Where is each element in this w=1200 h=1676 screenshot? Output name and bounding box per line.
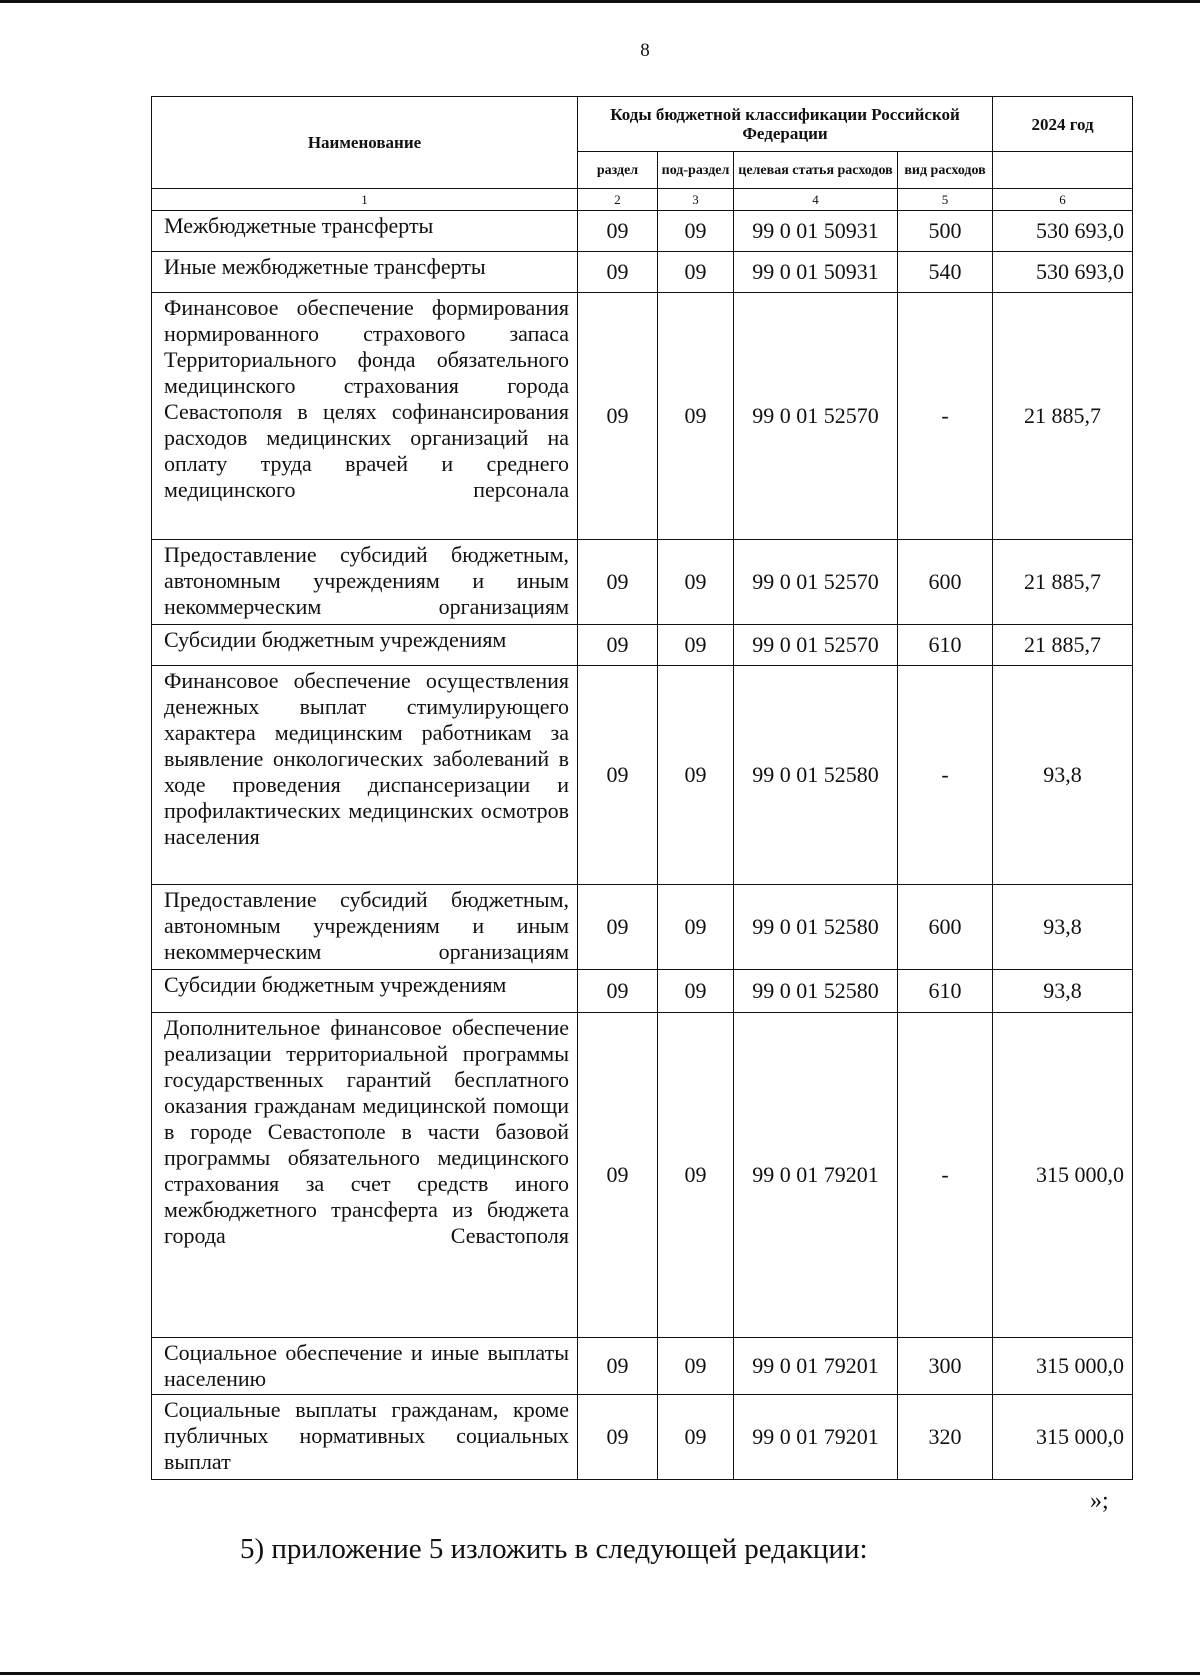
row-type: 600 bbox=[898, 885, 993, 970]
table-row bbox=[152, 252, 1133, 293]
table-row bbox=[152, 1395, 1133, 1480]
row-target: 99 0 01 52570 bbox=[734, 293, 898, 540]
row-type: 320 bbox=[898, 1395, 993, 1480]
budget-table bbox=[151, 96, 1133, 1480]
row-subsection: 09 bbox=[658, 1338, 734, 1395]
row-target: 99 0 01 50931 bbox=[734, 211, 898, 252]
col-number: 6 bbox=[993, 189, 1133, 211]
row-type: 610 bbox=[898, 625, 993, 666]
header-year: 2024 год bbox=[993, 97, 1133, 152]
col-number: 4 bbox=[734, 189, 898, 211]
amendment-paragraph: 5) приложение 5 изложить в следующей редакции: bbox=[240, 1533, 868, 1565]
page-number: 8 bbox=[640, 40, 650, 61]
row-section: 09 bbox=[578, 1013, 658, 1338]
row-subsection: 09 bbox=[658, 252, 734, 293]
header-target-article: целевая статья расходов bbox=[734, 152, 898, 189]
row-amount: 93,8 bbox=[993, 666, 1133, 885]
row-name: Межбюджетные трансферты bbox=[152, 211, 578, 252]
row-name: Дополнительное финансовое обеспечение реализации территориальной программы государственных гарантий бесплатного оказания гражданам медицинской помощи в городе Севастополе в части базовой программы обязательного медицинского страхования за счет средств иного межбюджетного трансферта из бюджета города Севастополя bbox=[152, 1013, 578, 1338]
row-section: 09 bbox=[578, 252, 658, 293]
row-subsection: 09 bbox=[658, 293, 734, 540]
row-amount: 530 693,0 bbox=[993, 211, 1133, 252]
row-subsection: 09 bbox=[658, 885, 734, 970]
row-amount: 21 885,7 bbox=[993, 540, 1133, 625]
table-row bbox=[152, 625, 1133, 666]
row-name: Финансовое обеспечение формирования нормированного страхового запаса Территориального фонда обязательного медицинского страхования города Севастополя в целях софинансирования расходов медицинских организаций на оплату труда врачей и среднего медицинского персонала bbox=[152, 293, 578, 540]
row-section: 09 bbox=[578, 540, 658, 625]
table-row bbox=[152, 970, 1133, 1013]
col-number: 2 bbox=[578, 189, 658, 211]
table-row bbox=[152, 885, 1133, 970]
row-subsection: 09 bbox=[658, 540, 734, 625]
row-target: 99 0 01 52580 bbox=[734, 885, 898, 970]
scan-top-edge bbox=[0, 0, 1200, 3]
table-row bbox=[152, 540, 1133, 625]
row-amount: 93,8 bbox=[993, 885, 1133, 970]
row-section: 09 bbox=[578, 293, 658, 540]
row-name: Финансовое обеспечение осуществления денежных выплат стимулирующего характера медицинским работникам за выявление онкологических заболеваний в ходе проведения диспансеризации и профилактических медицинских осмотров населения bbox=[152, 666, 578, 885]
row-section: 09 bbox=[578, 1338, 658, 1395]
table-row bbox=[152, 211, 1133, 252]
row-type: - bbox=[898, 1013, 993, 1338]
row-type: 610 bbox=[898, 970, 993, 1013]
header-codes-group: Коды бюджетной классификации Российской Федерации bbox=[578, 97, 993, 152]
row-subsection: 09 bbox=[658, 1013, 734, 1338]
row-amount: 21 885,7 bbox=[993, 293, 1133, 540]
row-amount: 315 000,0 bbox=[993, 1338, 1133, 1395]
row-amount: 93,8 bbox=[993, 970, 1133, 1013]
scan-bottom-edge bbox=[0, 1672, 1200, 1675]
header-section: раздел bbox=[578, 152, 658, 189]
row-amount: 315 000,0 bbox=[993, 1013, 1133, 1338]
col-number: 1 bbox=[152, 189, 578, 211]
row-target: 99 0 01 79201 bbox=[734, 1395, 898, 1480]
row-name: Предоставление субсидий бюджетным, автономным учреждениям и иным некоммерческим организациям bbox=[152, 885, 578, 970]
row-target: 99 0 01 79201 bbox=[734, 1013, 898, 1338]
row-type: 500 bbox=[898, 211, 993, 252]
row-section: 09 bbox=[578, 970, 658, 1013]
row-amount: 21 885,7 bbox=[993, 625, 1133, 666]
col-number: 3 bbox=[658, 189, 734, 211]
row-section: 09 bbox=[578, 625, 658, 666]
header-name: Наименование bbox=[152, 97, 578, 189]
header-expense-type: вид расходов bbox=[898, 152, 993, 189]
row-target: 99 0 01 52580 bbox=[734, 666, 898, 885]
row-type: 540 bbox=[898, 252, 993, 293]
col-number: 5 bbox=[898, 189, 993, 211]
closing-quote-mark: »; bbox=[1090, 1488, 1109, 1514]
row-type: 300 bbox=[898, 1338, 993, 1395]
row-type: - bbox=[898, 293, 993, 540]
row-target: 99 0 01 79201 bbox=[734, 1338, 898, 1395]
row-name: Социальное обеспечение и иные выплаты населению bbox=[152, 1338, 578, 1395]
table-row bbox=[152, 666, 1133, 885]
row-name: Предоставление субсидий бюджетным, автономным учреждениям и иным некоммерческим организациям bbox=[152, 540, 578, 625]
row-target: 99 0 01 52580 bbox=[734, 970, 898, 1013]
table-row bbox=[152, 293, 1133, 540]
row-section: 09 bbox=[578, 666, 658, 885]
row-subsection: 09 bbox=[658, 1395, 734, 1480]
row-name: Социальные выплаты гражданам, кроме публичных нормативных социальных выплат bbox=[152, 1395, 578, 1480]
row-section: 09 bbox=[578, 211, 658, 252]
table-row bbox=[152, 1013, 1133, 1338]
row-subsection: 09 bbox=[658, 970, 734, 1013]
row-name: Субсидии бюджетным учреждениям bbox=[152, 970, 578, 1013]
header-subsection: под-раздел bbox=[658, 152, 734, 189]
row-amount: 530 693,0 bbox=[993, 252, 1133, 293]
row-subsection: 09 bbox=[658, 666, 734, 885]
row-amount: 315 000,0 bbox=[993, 1395, 1133, 1480]
row-subsection: 09 bbox=[658, 625, 734, 666]
row-section: 09 bbox=[578, 885, 658, 970]
row-name: Субсидии бюджетным учреждениям bbox=[152, 625, 578, 666]
row-target: 99 0 01 52570 bbox=[734, 540, 898, 625]
row-target: 99 0 01 50931 bbox=[734, 252, 898, 293]
row-type: 600 bbox=[898, 540, 993, 625]
header-year-blank bbox=[993, 152, 1133, 189]
table-row bbox=[152, 1338, 1133, 1395]
row-type: - bbox=[898, 666, 993, 885]
row-section: 09 bbox=[578, 1395, 658, 1480]
row-target: 99 0 01 52570 bbox=[734, 625, 898, 666]
row-subsection: 09 bbox=[658, 211, 734, 252]
row-name: Иные межбюджетные трансферты bbox=[152, 252, 578, 293]
